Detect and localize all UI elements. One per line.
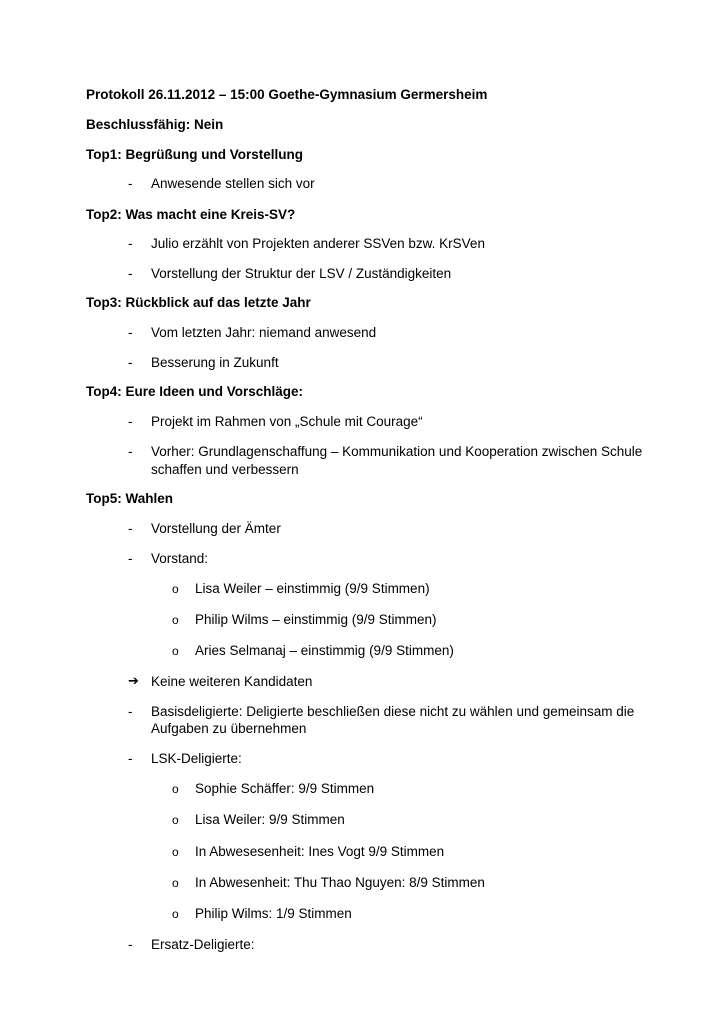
dash-bullet: - xyxy=(128,751,133,766)
circle-bullet: o xyxy=(172,582,179,596)
top3-heading: Top3: Rückblick auf das letzte Jahr xyxy=(86,295,311,310)
list-item-continuation: schaffen und verbessern xyxy=(151,462,299,477)
list-item: Vom letzten Jahr: niemand anwesend xyxy=(151,325,377,340)
top4-heading: Top4: Eure Ideen und Vorschläge: xyxy=(86,384,304,399)
circle-bullet: o xyxy=(172,613,179,627)
dash-bullet: - xyxy=(128,176,133,191)
list-item: Julio erzählt von Projekten anderer SSVen bzw. KrSVen xyxy=(151,236,485,251)
list-item: Vorstellung der Struktur der LSV / Zuständigkeiten xyxy=(151,266,452,281)
sub-list-item: In Abwesesenheit: Ines Vogt 9/9 Stimmen xyxy=(195,844,445,859)
sub-list-item: In Abwesenheit: Thu Thao Nguyen: 8/9 Stimmen xyxy=(195,875,485,890)
top5-heading: Top5: Wahlen xyxy=(86,491,173,506)
list-item: Ersatz-Deligierte: xyxy=(151,937,255,952)
list-item: LSK-Deligierte: xyxy=(151,751,242,766)
circle-bullet: o xyxy=(172,876,179,890)
dash-bullet: - xyxy=(128,236,133,251)
sub-list-item: Sophie Schäffer: 9/9 Stimmen xyxy=(195,781,375,796)
list-item-continuation: Aufgaben zu übernehmen xyxy=(151,721,307,736)
list-item: Besserung in Zukunft xyxy=(151,355,279,370)
circle-bullet: o xyxy=(172,782,179,796)
list-item: Anwesende stellen sich vor xyxy=(151,176,315,191)
circle-bullet: o xyxy=(172,907,179,921)
dash-bullet: - xyxy=(128,355,133,370)
arrow-right-icon: ➔ xyxy=(128,674,139,689)
dash-bullet: - xyxy=(128,444,133,459)
list-item: Keine weiteren Kandidaten xyxy=(151,674,313,689)
dash-bullet: - xyxy=(128,414,133,429)
top1-heading: Top1: Begrüßung und Vorstellung xyxy=(86,147,303,162)
circle-bullet: o xyxy=(172,644,179,658)
sub-list-item: Lisa Weiler – einstimmig (9/9 Stimmen) xyxy=(195,581,430,596)
list-item: Projekt im Rahmen von „Schule mit Courage“ xyxy=(151,414,423,429)
sub-list-item: Philip Wilms: 1/9 Stimmen xyxy=(195,906,352,921)
list-item: Basisdeligierte: Deligierte beschließen diese nicht zu wählen und gemeinsam die xyxy=(151,704,635,719)
list-item: Vorstellung der Ämter xyxy=(151,521,281,536)
circle-bullet: o xyxy=(172,813,179,827)
dash-bullet: - xyxy=(128,704,133,719)
sub-list-item: Philip Wilms – einstimmig (9/9 Stimmen) xyxy=(195,612,437,627)
dash-bullet: - xyxy=(128,551,133,566)
dash-bullet: - xyxy=(128,325,133,340)
top2-heading: Top2: Was macht eine Kreis-SV? xyxy=(86,207,296,222)
quorum-status: Beschlussfähig: Nein xyxy=(86,117,224,132)
circle-bullet: o xyxy=(172,845,179,859)
protocol-title: Protokoll 26.11.2012 – 15:00 Goethe-Gymnasium Germersheim xyxy=(86,87,488,102)
dash-bullet: - xyxy=(128,937,133,952)
sub-list-item: Lisa Weiler: 9/9 Stimmen xyxy=(195,812,345,827)
sub-list-item: Aries Selmanaj – einstimmig (9/9 Stimmen) xyxy=(195,643,454,658)
list-item: Vorher: Grundlagenschaffung – Kommunikation und Kooperation zwischen Schule xyxy=(151,444,643,459)
dash-bullet: - xyxy=(128,521,133,536)
list-item: Vorstand: xyxy=(151,551,209,566)
dash-bullet: - xyxy=(128,266,133,281)
